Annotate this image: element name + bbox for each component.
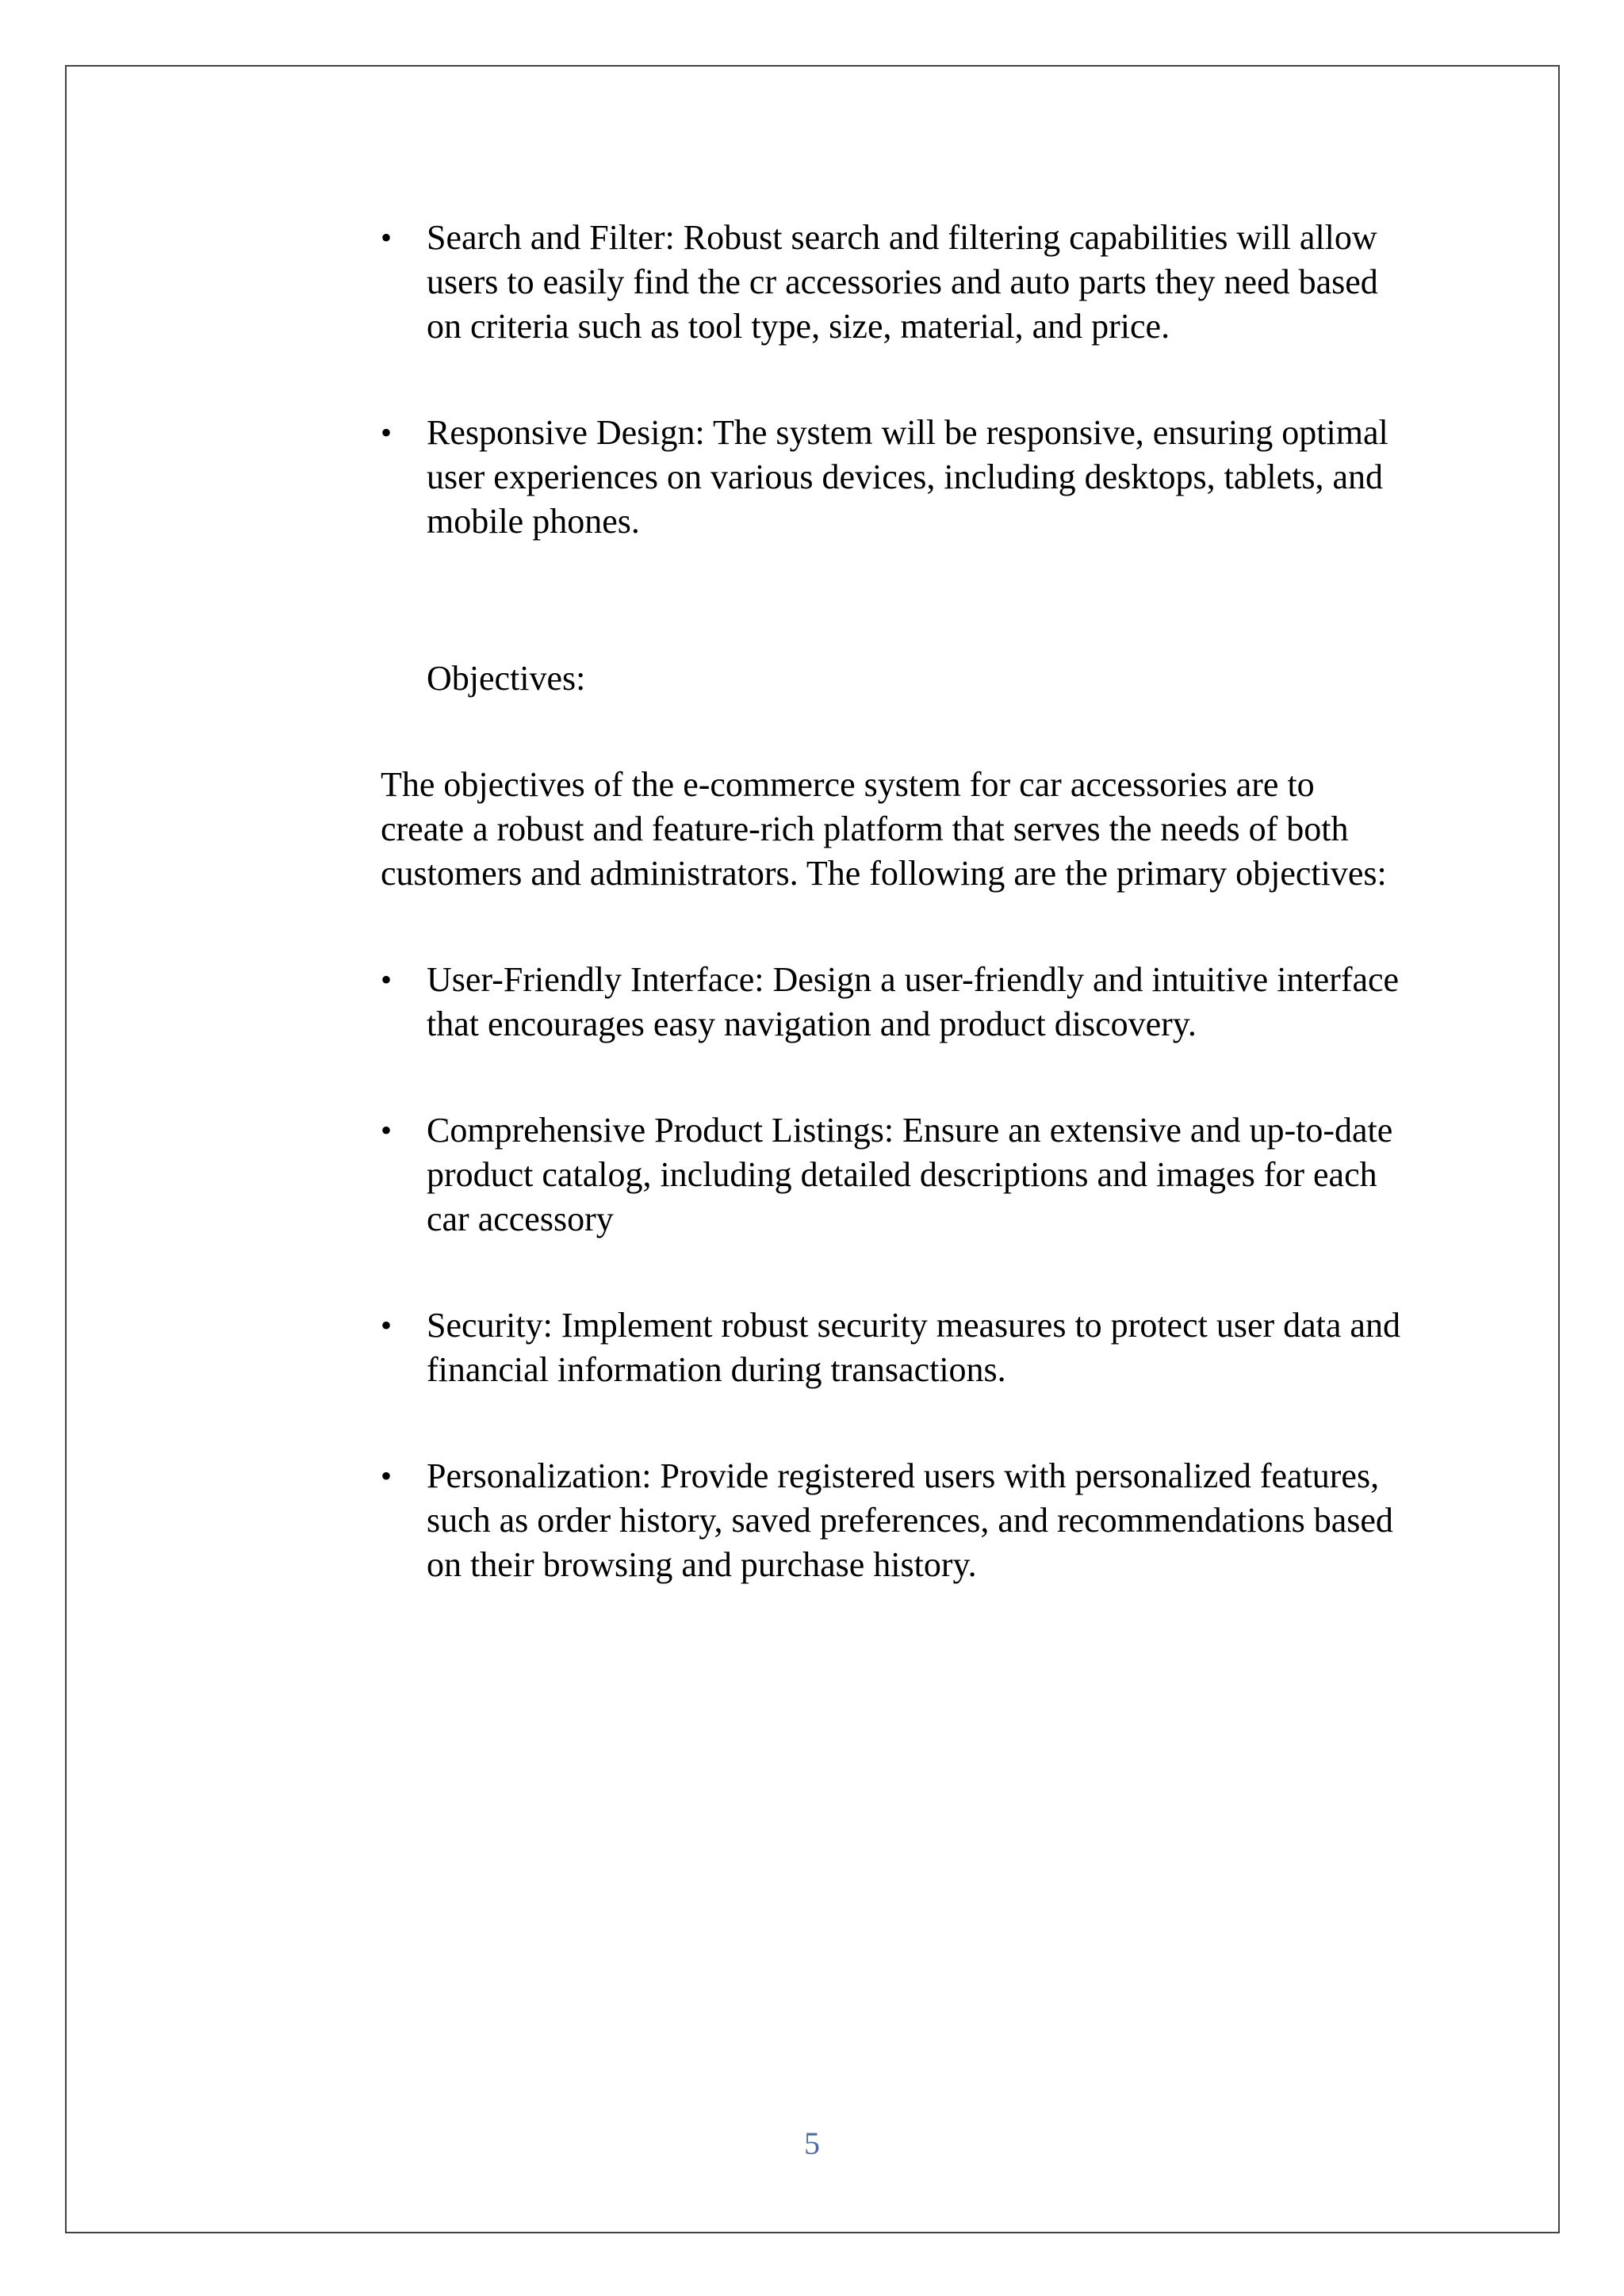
objectives-bullet-list [381, 958, 1404, 1587]
bullet-icon: • [381, 415, 393, 450]
page-content [381, 216, 1404, 1587]
features-bullet-list [381, 216, 1404, 544]
bullet-text: Comprehensive Product Listings: Ensure an extensive and up-to-date product catalog, including detailed descriptions and images for each car accessory [427, 1111, 1393, 1238]
objectives-heading: Objectives: [427, 659, 586, 698]
objectives-intro-paragraph: The objectives of the e-commerce system for car accessories are to create a robust and feature-rich platform that serves the needs of both customers and administrators. The following are the primary objectives: [381, 765, 1387, 893]
bullet-icon: • [381, 1112, 393, 1148]
list-item [381, 1303, 1404, 1392]
list-item [381, 1108, 1404, 1242]
bullet-icon: • [381, 1458, 393, 1494]
list-item [381, 216, 1404, 349]
page-number: 5 [804, 2126, 820, 2161]
bullet-text: User-Friendly Interface: Design a user-friendly and intuitive interface that encourages easy navigation and product discovery. [427, 960, 1400, 1043]
list-item [381, 411, 1404, 544]
bullet-text: Personalization: Provide registered users with personalized features, such as order history, saved preferences, and recommendations based on their browsing and purchase history. [427, 1456, 1393, 1584]
bullet-text: Responsive Design: The system will be responsive, ensuring optimal user experiences on various devices, including desktops, tablets, and mobile phones. [427, 413, 1388, 541]
bullet-text: Search and Filter: Robust search and filtering capabilities will allow users to easily find the cr accessories and auto parts they need based on criteria such as tool type, size, material, and price. [427, 218, 1378, 346]
bullet-icon: • [381, 1307, 393, 1343]
bullet-icon: • [381, 220, 393, 255]
bullet-icon: • [381, 962, 393, 997]
list-item [381, 958, 1404, 1047]
list-item [381, 1454, 1404, 1587]
bullet-text: Security: Implement robust security measures to protect user data and financial information during transactions. [427, 1306, 1400, 1389]
